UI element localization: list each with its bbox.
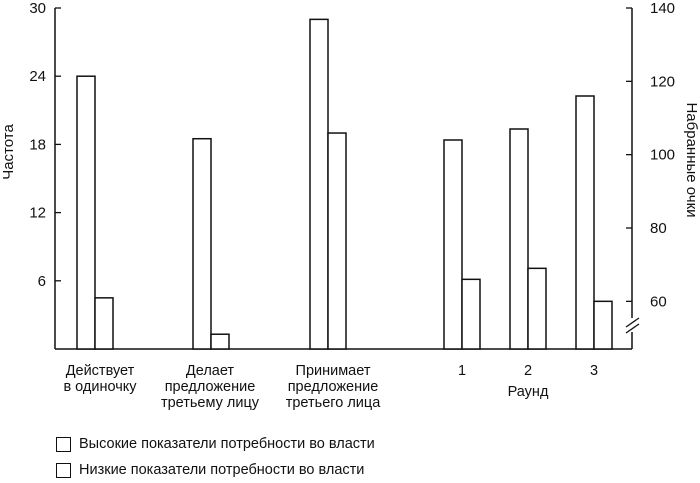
right-axis-title: Набранные очки bbox=[683, 102, 700, 218]
right-tick-label: 80 bbox=[650, 220, 667, 237]
left-tick-label: 12 bbox=[29, 204, 46, 222]
bars bbox=[77, 19, 612, 349]
category-label: 2 bbox=[523, 363, 533, 379]
category-label: Принимает bbox=[295, 363, 371, 379]
legend-item-high bbox=[56, 431, 375, 457]
category-label: Действует bbox=[65, 363, 135, 379]
right-tick-label: 100 bbox=[650, 146, 676, 164]
left-tick-label: 24 bbox=[29, 68, 46, 86]
left-tick-label: 18 bbox=[29, 136, 46, 154]
right-tick-label: 120 bbox=[650, 73, 676, 91]
category-label: в одиночку bbox=[63, 379, 137, 395]
left-axis-title: Частота bbox=[0, 124, 17, 180]
bar-low bbox=[211, 334, 229, 349]
category-label: предложение bbox=[164, 379, 256, 395]
right-tick-label: 140 bbox=[650, 0, 676, 17]
bar-high bbox=[576, 96, 594, 349]
legend-item-low bbox=[56, 457, 375, 483]
bar-low bbox=[328, 133, 346, 349]
left-tick-label: 30 bbox=[29, 0, 46, 17]
category-label: 1 bbox=[457, 363, 467, 379]
legend-swatch-low bbox=[56, 463, 71, 478]
bar-low bbox=[528, 268, 546, 349]
category-label: 3 bbox=[589, 363, 599, 379]
group-label: Раунд bbox=[507, 384, 549, 400]
bar-high bbox=[510, 129, 528, 349]
legend-label-low: Низкие показатели потребности во власти bbox=[79, 462, 365, 478]
category-label: предложение bbox=[287, 379, 379, 395]
legend-label-high: Высокие показатели потребности во власти bbox=[79, 436, 375, 452]
bar-low bbox=[95, 298, 113, 349]
bar-high bbox=[310, 19, 328, 349]
legend bbox=[56, 431, 375, 483]
bar-high bbox=[193, 139, 211, 349]
axes bbox=[55, 8, 639, 349]
category-label: третьего лица bbox=[285, 395, 381, 411]
legend-swatch-high bbox=[56, 437, 71, 452]
bar-low bbox=[594, 301, 612, 349]
bar-low bbox=[462, 279, 480, 349]
category-label: третьему лицу bbox=[160, 395, 260, 411]
bar-high bbox=[444, 140, 462, 349]
left-tick-label: 6 bbox=[37, 272, 46, 290]
right-tick-label: 60 bbox=[650, 293, 667, 311]
category-label: Делает bbox=[185, 363, 235, 379]
bar-high bbox=[77, 76, 95, 349]
